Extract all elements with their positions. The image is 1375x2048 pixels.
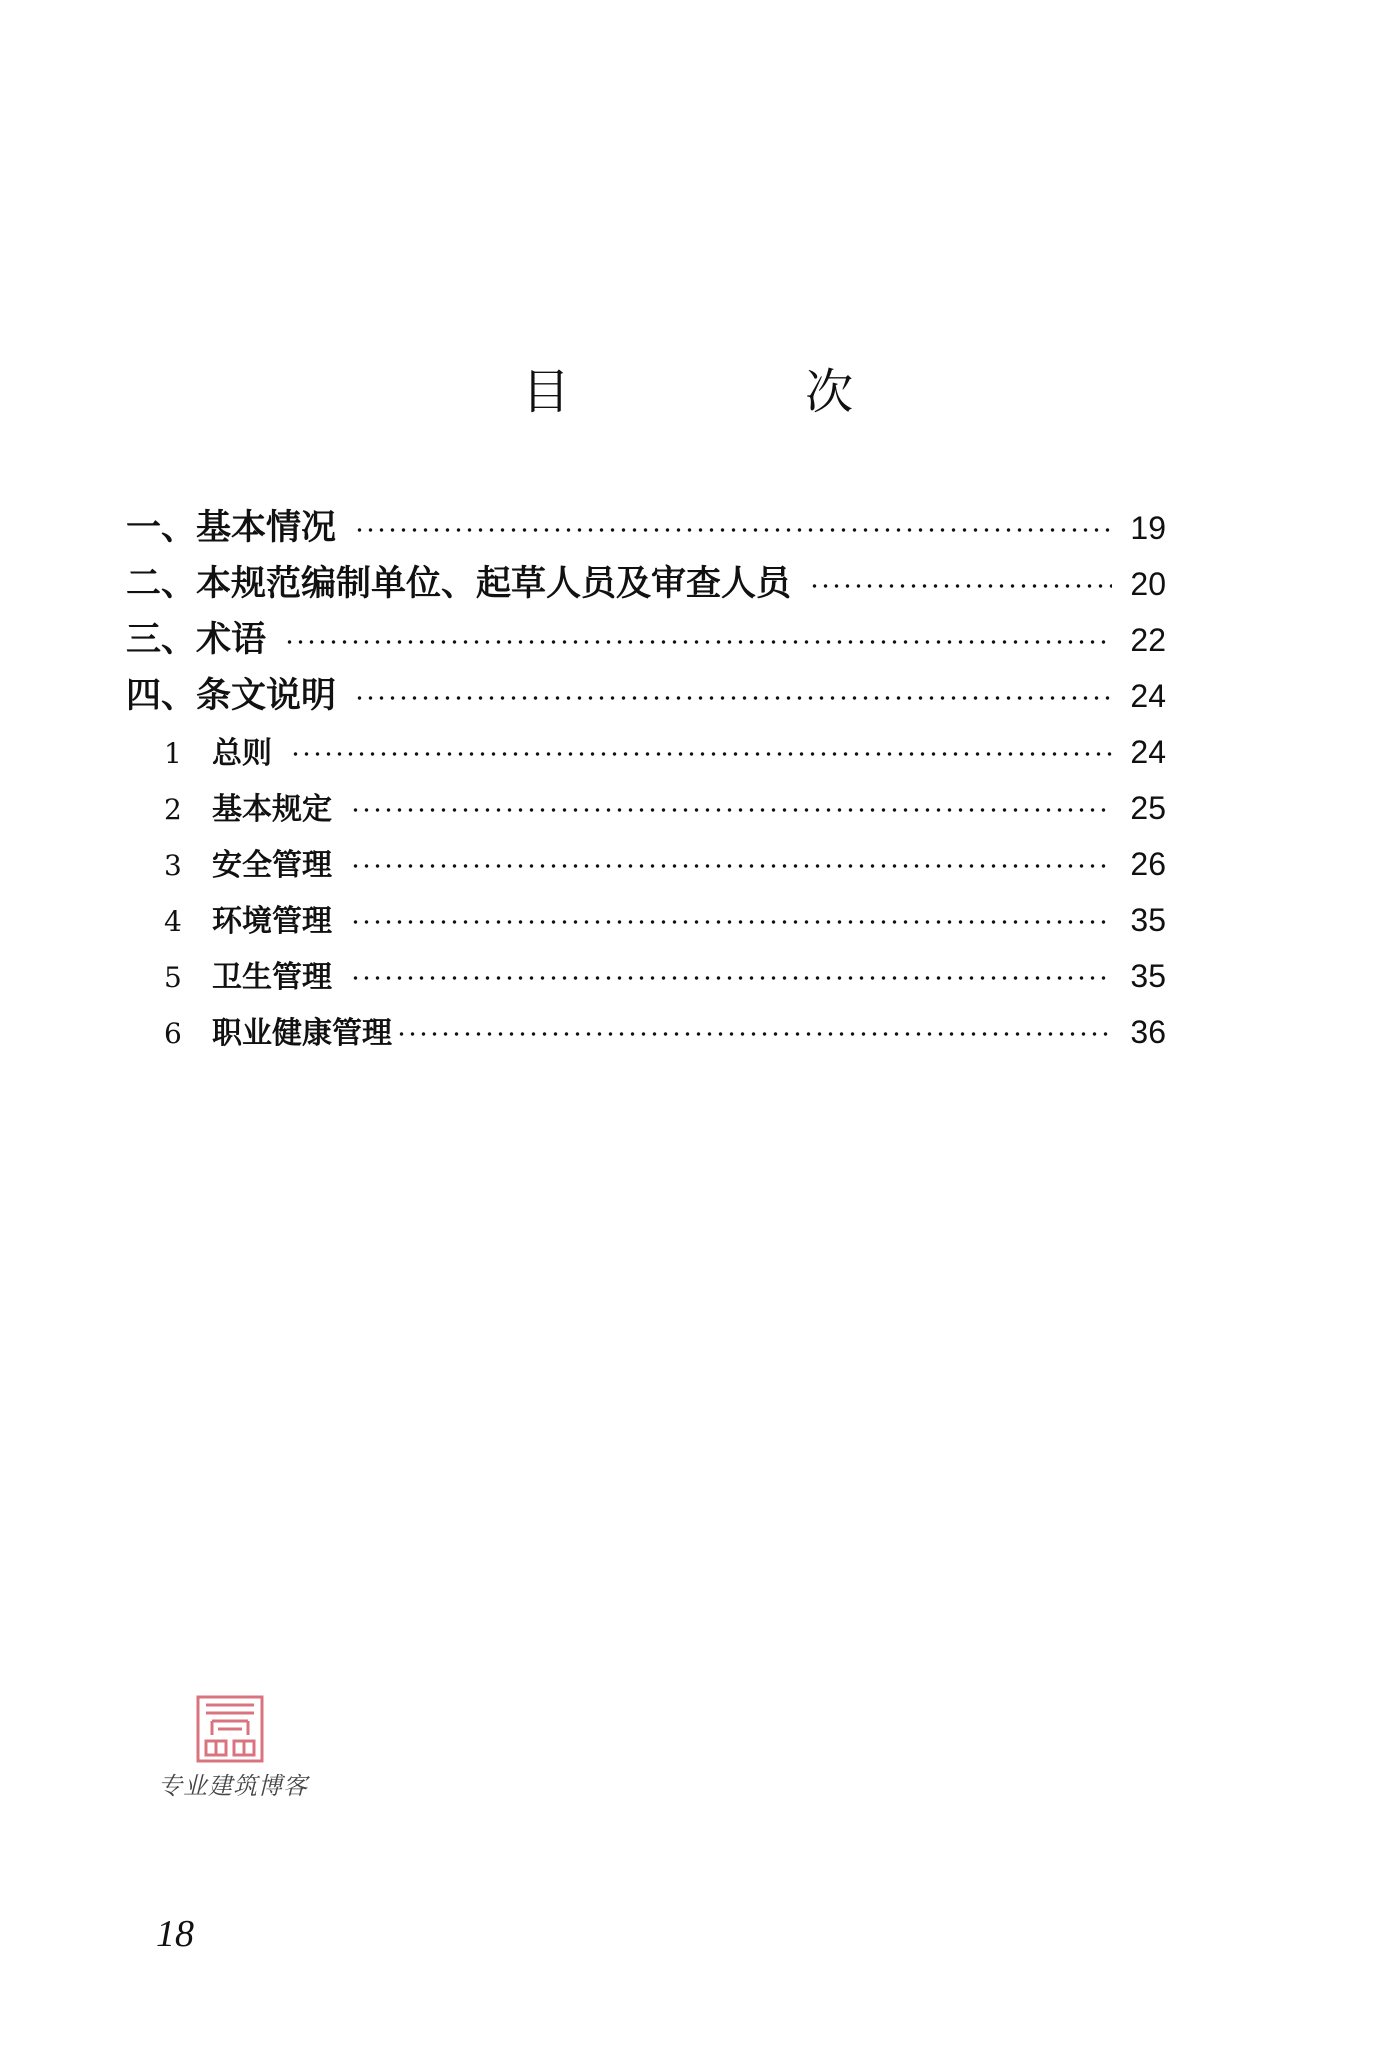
toc-subentry[interactable] [126, 780, 1166, 836]
dot-leader [354, 528, 1112, 532]
toc-label: 一、基本情况 [126, 507, 337, 548]
toc-section-number: 2 [164, 793, 182, 826]
page-number: 18 [156, 1913, 194, 1955]
toc-page-number: 35 [1130, 958, 1166, 994]
toc-label: 职业健康管理 [212, 1016, 392, 1051]
toc-subentry[interactable] [126, 892, 1166, 948]
dot-leader [350, 864, 1112, 868]
toc-subentry[interactable] [126, 1004, 1166, 1060]
toc-label: 三、术语 [126, 619, 267, 660]
dot-leader [350, 808, 1112, 812]
toc-label: 总则 [212, 736, 272, 771]
dot-leader [809, 584, 1112, 588]
dot-leader [354, 696, 1112, 700]
toc-subentry[interactable] [126, 836, 1166, 892]
toc-label: 卫生管理 [212, 960, 332, 995]
toc-label: 基本规定 [212, 792, 332, 827]
table-of-contents [126, 500, 1166, 1060]
toc-entry[interactable] [126, 668, 1166, 724]
toc-label: 二、本规范编制单位、起草人员及审查人员 [126, 563, 792, 604]
toc-entry[interactable] [126, 556, 1166, 612]
page-title: 目 次 [521, 364, 964, 420]
toc-page-number: 20 [1130, 566, 1166, 602]
toc-page-number: 36 [1130, 1014, 1166, 1050]
toc-label: 四、条文说明 [126, 675, 337, 716]
dot-leader [350, 920, 1112, 924]
toc-section-number: 4 [164, 905, 182, 938]
toc-page-number: 24 [1130, 734, 1166, 770]
toc-page-number: 19 [1130, 510, 1166, 546]
toc-page-number: 22 [1130, 622, 1166, 658]
toc-section-number: 3 [164, 849, 182, 882]
toc-page-number: 35 [1130, 902, 1166, 938]
dot-leader [290, 752, 1112, 756]
toc-label: 环境管理 [212, 904, 332, 939]
dot-leader [396, 1032, 1112, 1036]
toc-label: 安全管理 [212, 848, 332, 883]
toc-section-number: 5 [164, 961, 182, 994]
toc-entry[interactable] [126, 500, 1166, 556]
dot-leader [350, 976, 1112, 980]
toc-subentry[interactable] [126, 948, 1166, 1004]
toc-page-number: 26 [1130, 846, 1166, 882]
dot-leader [284, 640, 1112, 644]
toc-subentry[interactable] [126, 724, 1166, 780]
watermark-seal-icon [196, 1695, 264, 1763]
watermark-caption: 专业建筑博客 [158, 1772, 308, 1800]
toc-section-number: 6 [164, 1017, 182, 1050]
toc-page-number: 25 [1130, 790, 1166, 826]
toc-entry[interactable] [126, 612, 1166, 668]
toc-section-number: 1 [164, 737, 182, 770]
toc-page-number: 24 [1130, 678, 1166, 714]
